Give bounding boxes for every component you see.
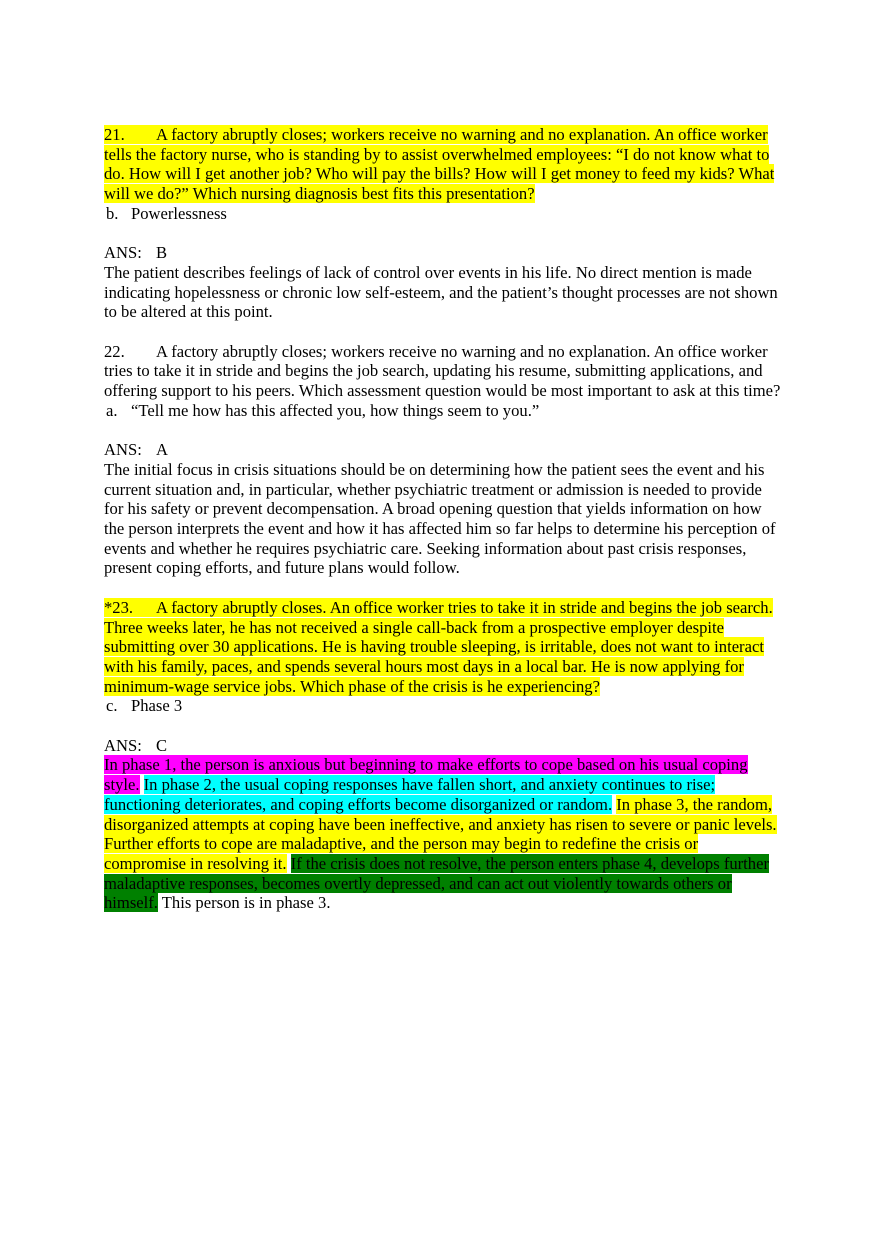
question-22-stem [104,342,784,401]
question-23-option [104,696,784,716]
option-text: Powerlessness [131,203,227,223]
option-letter: a. [106,400,118,420]
ans-value: A [156,440,168,460]
question-text: A factory abruptly closes. An office worker tries to take it in stride and begins the job search. Three weeks later, he has not received a single call-back from a prospective employer despite submitting over 30 applications. He is having trouble sleeping, is irritable, does not want to interact with his family, paces, and spends several hours most days in a local bar. He is now applying for minimum-wage service jobs. Which phase of the crisis is he experiencing? [104,597,773,696]
question-22-answer [104,440,784,460]
phase-2-highlight: In phase 2, the usual coping responses have fallen short, and anxiety continues to rise; functioning deteriorates, and coping efforts become disorganized or random. [104,775,716,814]
question-21-highlight [104,125,774,203]
question-text: A factory abruptly closes; workers receive no warning and no explanation. An office worker tells the factory nurse, who is standing by to assist overwhelmed employees: “I do not know what to do. How will I get another job? Who will pay the bills? How will I get money to feed my kids? What will we do?” Which nursing diagnosis best fits this presentation? [104,125,775,204]
ans-value: C [156,735,168,755]
question-23-highlight [104,598,773,696]
phase-3-highlight: In phase 3, the random, disorganized attempts at coping have been ineffective, and anxiety has risen to severe or panic levels. Further efforts to cope are maladaptive, and the person may begin to redefine the crisis or compromise in resolving it. [104,794,777,873]
spacer [104,224,784,244]
question-21-rationale: The patient describes feelings of lack of control over events in his life. No direct mention is made indicating hopelessness or chronic low self-esteem, and the patient’s thought processes are not shown to be altered at this point. [104,262,778,322]
ans-label: ANS: [104,243,142,263]
option-text: Phase 3 [131,696,183,716]
option-text: “Tell me how has this affected you, how things seem to you.” [131,400,540,420]
phase-1-highlight: In phase 1, the person is anxious but beginning to make efforts to cope based on his usual coping style. [104,755,748,795]
question-23-stem [104,598,784,697]
question-number: 21. [104,125,125,144]
question-22-rationale: The initial focus in crisis situations should be on determining how the patient sees the event and his current situation and, in particular, whether psychiatric treatment or admission is needed to provide for his safety or prevent decompensation. A broad opening question that yields information on how the person interprets the event and how it has affected him so far helps to determine his perception of events and whether he requires psychiatric care. Seeking information about past crisis responses, present coping efforts, and future plans would follow. [104,459,776,578]
spacer [104,716,784,736]
question-23-rationale [104,755,784,913]
spacer [104,421,784,441]
ans-label: ANS: [104,735,142,755]
question-21-stem [104,125,784,204]
phase-4-highlight: If the crisis does not resolve, the person enters phase 4, develops further maladaptive responses, becomes overtly depressed, and can act out violently towards others or himself. [104,853,769,913]
spacer [104,322,784,342]
rationale-conclusion: This person is in phase 3. [161,893,331,913]
question-22-option [104,401,784,421]
ans-value: B [156,243,168,263]
question-number: 22. [104,341,125,361]
question-number: *23. [104,597,134,617]
option-letter: b. [106,203,119,223]
ans-label: ANS: [104,440,142,460]
spacer [104,578,784,598]
document-body [104,125,784,913]
question-21-option [104,204,784,224]
question-text: A factory abruptly closes; workers receive no warning and no explanation. An office worker tries to take it in stride and begins the job search, updating his resume, submitting applications, and offering support to his peers. Which assessment question would be most important to ask at this time? [104,341,781,401]
question-21-answer [104,243,784,263]
question-23-answer [104,736,784,756]
option-letter: c. [106,696,118,716]
